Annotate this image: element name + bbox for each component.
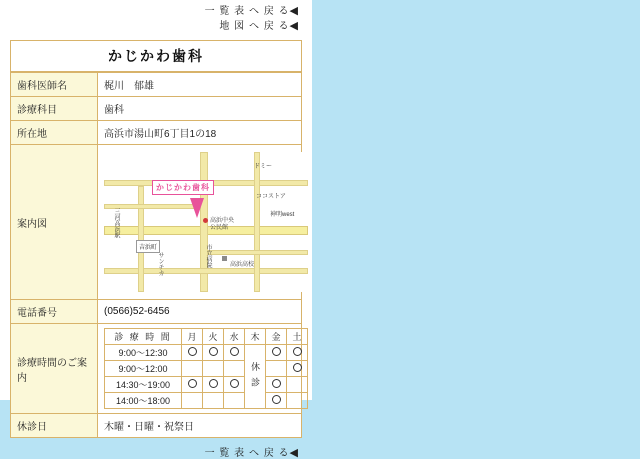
open-circle-icon bbox=[230, 379, 239, 388]
open-circle-icon bbox=[188, 379, 197, 388]
hours-day-wed: 水 bbox=[224, 329, 245, 345]
hours-row bbox=[105, 377, 308, 393]
table-row bbox=[11, 73, 302, 97]
hours-row bbox=[105, 361, 308, 377]
row-header-hours: 診療時間のご案内 bbox=[11, 324, 98, 414]
map-marker-kominkan-icon bbox=[203, 218, 208, 223]
hours-mark-3-sat bbox=[287, 377, 308, 393]
map-label-cocostore: ココストア bbox=[256, 194, 286, 200]
open-circle-icon bbox=[293, 347, 302, 356]
row-header-phone: 電話番号 bbox=[11, 300, 98, 324]
hours-time-header: 診 療 時 間 bbox=[105, 329, 182, 345]
row-value-department: 歯科 bbox=[98, 97, 302, 121]
row-value-address: 高浜市湯山町6丁目1の18 bbox=[98, 121, 302, 145]
hours-row bbox=[105, 345, 308, 361]
table-row bbox=[11, 121, 302, 145]
map-label-domy: ドミー bbox=[254, 164, 273, 170]
hours-time-3: 14:30〜19:00 bbox=[105, 377, 182, 393]
back-arrow-icon-top: ◀ bbox=[289, 5, 298, 17]
row-header-closed: 休診日 bbox=[11, 414, 98, 438]
row-header-doctor: 歯科医師名 bbox=[11, 73, 98, 97]
hours-day-fri: 金 bbox=[266, 329, 287, 345]
table-row-closed bbox=[11, 414, 302, 438]
open-circle-icon bbox=[230, 347, 239, 356]
hours-time-2: 9:00〜12:00 bbox=[105, 361, 182, 377]
map-road-minor-right bbox=[208, 250, 308, 255]
hours-day-sat: 土 bbox=[287, 329, 308, 345]
row-value-doctor: 梶川 郁雄 bbox=[98, 73, 302, 97]
hours-mark-4-sat bbox=[287, 393, 308, 409]
hours-mark-2-mon bbox=[182, 361, 203, 377]
hours-time-4: 14:00〜18:00 bbox=[105, 393, 182, 409]
hours-mark-3-tue bbox=[203, 377, 224, 393]
row-value-closed: 木曜・日曜・祝祭日 bbox=[98, 414, 302, 438]
hours-mark-3-wed bbox=[224, 377, 245, 393]
hours-mark-1-sat bbox=[287, 345, 308, 361]
hours-day-tue: 火 bbox=[203, 329, 224, 345]
hours-mark-2-wed bbox=[224, 361, 245, 377]
row-value-phone: (0566)52-6456 bbox=[98, 300, 302, 324]
map-road-horizontal-bottom bbox=[104, 268, 308, 274]
row-value-map bbox=[98, 145, 302, 300]
bottom-links bbox=[0, 438, 312, 459]
hours-time-1: 9:00〜12:30 bbox=[105, 345, 182, 361]
map-road-vertical-left bbox=[138, 186, 144, 292]
map-label-sanchika: サンチカ bbox=[157, 252, 163, 276]
hours-header-row bbox=[105, 329, 308, 345]
document-page bbox=[0, 0, 312, 459]
page-title: かじかわ歯科 bbox=[10, 40, 302, 72]
map-label-highschool: 高浜高校 bbox=[230, 262, 255, 268]
map-label-hospital: 市立病院 bbox=[205, 244, 211, 268]
table-row-hours bbox=[11, 324, 302, 414]
hours-mark-4-tue bbox=[203, 393, 224, 409]
map-road-vertical-right bbox=[254, 152, 260, 292]
open-circle-icon bbox=[272, 379, 281, 388]
closed-note-label: 休 診 bbox=[250, 362, 260, 389]
hours-mark-4-fri bbox=[266, 393, 287, 409]
map-label-station-mikawa: 三河高浜駅 bbox=[113, 208, 119, 238]
row-value-hours bbox=[98, 324, 302, 414]
hours-mark-3-mon bbox=[182, 377, 203, 393]
hours-mark-3-fri bbox=[266, 377, 287, 393]
open-circle-icon bbox=[293, 363, 302, 372]
hours-mark-2-sat bbox=[287, 361, 308, 377]
hours-day-mon: 月 bbox=[182, 329, 203, 345]
back-to-map-label-top: 地 図 へ 戻 る bbox=[219, 21, 290, 32]
hours-mark-2-fri bbox=[266, 361, 287, 377]
hours-thursday-closed bbox=[245, 345, 266, 409]
map-image bbox=[104, 152, 308, 292]
map-label-shinmei: 神明west bbox=[270, 212, 295, 218]
clinic-map-label: かじかわ歯科 bbox=[152, 180, 214, 195]
map-label-kominkan: 高浜中央公民館 bbox=[210, 218, 235, 231]
back-to-list-link-top[interactable] bbox=[0, 4, 298, 19]
open-circle-icon bbox=[188, 347, 197, 356]
hours-mark-1-mon bbox=[182, 345, 203, 361]
hours-mark-1-fri bbox=[266, 345, 287, 361]
open-circle-icon bbox=[272, 347, 281, 356]
table-row-phone bbox=[11, 300, 302, 324]
clinic-info-table bbox=[10, 72, 302, 438]
map-pin-icon bbox=[190, 198, 204, 218]
back-to-list-label-bottom: 一 覧 表 へ 戻 る bbox=[204, 448, 290, 459]
hours-mark-4-wed bbox=[224, 393, 245, 409]
map-label-yoshihama: 吉浜町 bbox=[136, 240, 160, 253]
open-circle-icon bbox=[209, 347, 218, 356]
back-to-map-link-top[interactable] bbox=[0, 19, 298, 34]
hours-table bbox=[104, 328, 308, 409]
back-to-list-link-bottom[interactable] bbox=[0, 444, 298, 459]
map-marker-school-icon bbox=[222, 256, 227, 261]
table-row-map bbox=[11, 145, 302, 300]
back-arrow-icon-bottom: ◀ bbox=[289, 447, 298, 459]
hours-day-thu: 木 bbox=[245, 329, 266, 345]
row-header-department: 診療科目 bbox=[11, 97, 98, 121]
row-header-address: 所在地 bbox=[11, 121, 98, 145]
back-to-list-label-top: 一 覧 表 へ 戻 る bbox=[204, 6, 290, 17]
row-header-map: 案内図 bbox=[11, 145, 98, 300]
table-row bbox=[11, 97, 302, 121]
open-circle-icon bbox=[209, 379, 218, 388]
hours-mark-1-wed bbox=[224, 345, 245, 361]
top-links bbox=[0, 0, 312, 34]
hours-mark-2-tue bbox=[203, 361, 224, 377]
back-arrow-icon-map: ◀ bbox=[289, 20, 298, 32]
hours-row bbox=[105, 393, 308, 409]
hours-mark-4-mon bbox=[182, 393, 203, 409]
hours-mark-1-tue bbox=[203, 345, 224, 361]
